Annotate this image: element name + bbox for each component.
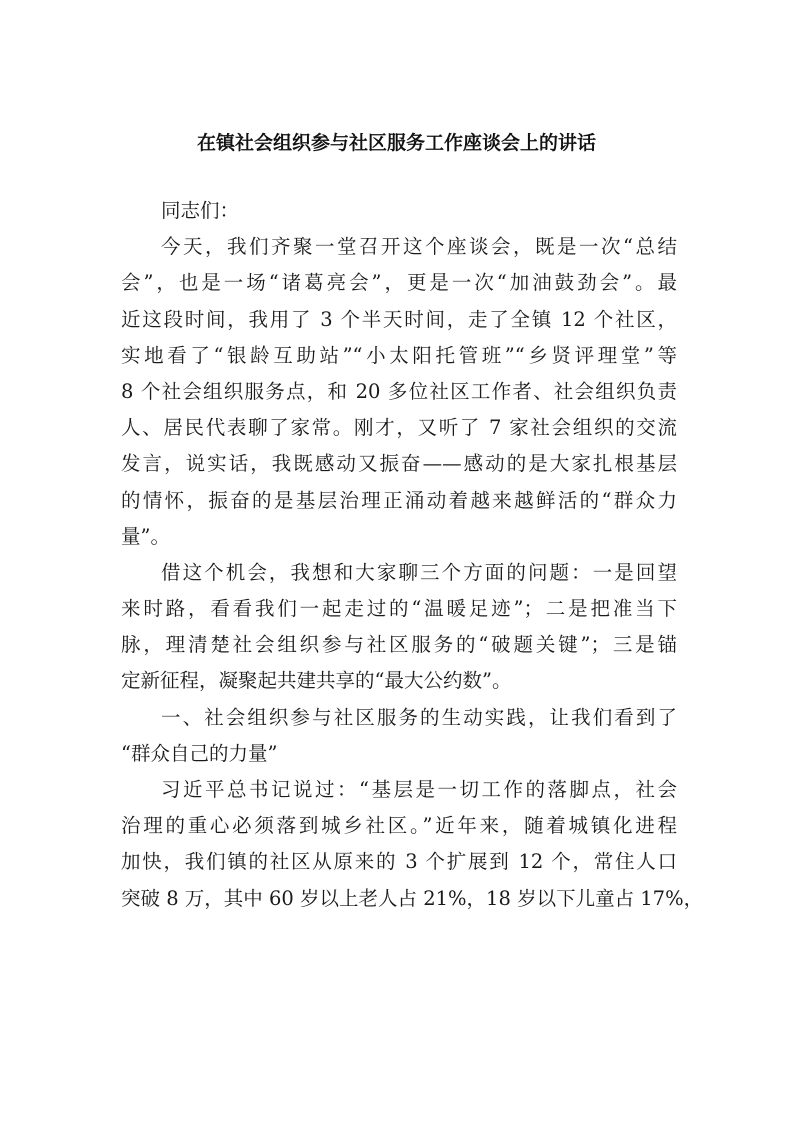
paragraph-line: 近这段时间，我用了 3 个半天时间，走了全镇 12 个社区， (121, 307, 677, 331)
paragraph-line: 8 个社会组织服务点，和 20 多位社区工作者、社会组织负责 (121, 379, 677, 403)
paragraph-line: 突破 8 万，其中 60 岁以上老人占 21%，18 岁以下儿童占 17%， (121, 886, 704, 910)
paragraph-line: 加快，我们镇的社区从原来的 3 个扩展到 12 个，常住人口 (121, 850, 677, 874)
paragraph-line: 治理的重心必须落到城乡社区。”近年来，随着城镇化进程 (121, 814, 677, 838)
paragraph-line: 脉，理清楚社会组织参与社区服务的“破题关键”；三是锚 (121, 633, 677, 657)
paragraph-line: 借这个机会，我想和大家聊三个方面的问题：一是回望 (161, 560, 677, 584)
paragraph-line: 实地看了“银龄互助站”“小太阳托管班”“乡贤评理堂”等 (121, 343, 677, 367)
document-title: 在镇社会组织参与社区服务工作座谈会上的讲话 (196, 132, 596, 154)
paragraph-line: 的情怀，振奋的是基层治理正涌动着越来越鲜活的“群众力 (121, 488, 677, 512)
paragraph-line: 会”，也是一场“诸葛亮会”，更是一次“加油鼓劲会”。最 (121, 271, 677, 295)
paragraph-line: 来时路，看看我们一起走过的“温暖足迹”；二是把准当下 (121, 597, 677, 621)
section-heading-line: 一、社会组织参与社区服务的生动实践，让我们看到了 (161, 705, 677, 729)
salutation-line: 同志们： (161, 199, 240, 222)
paragraph-line: 定新征程，凝聚起共建共享的“最大公约数”。 (121, 669, 512, 693)
paragraph-line: 今天，我们齐聚一堂召开这个座谈会，既是一次“总结 (161, 235, 677, 259)
paragraph-line: 人、居民代表聊了家常。刚才，又听了 7 家社会组织的交流 (121, 416, 677, 440)
section-heading-line: “群众自己的力量” (121, 741, 278, 765)
paragraph-line: 习近平总书记说过：“基层是一切工作的落脚点，社会 (161, 778, 677, 801)
paragraph-line: 发言，说实话，我既感动又振奋——感动的是大家扎根基层 (121, 452, 677, 476)
document-body (121, 193, 704, 917)
paragraph-line: 量”。 (121, 524, 170, 548)
